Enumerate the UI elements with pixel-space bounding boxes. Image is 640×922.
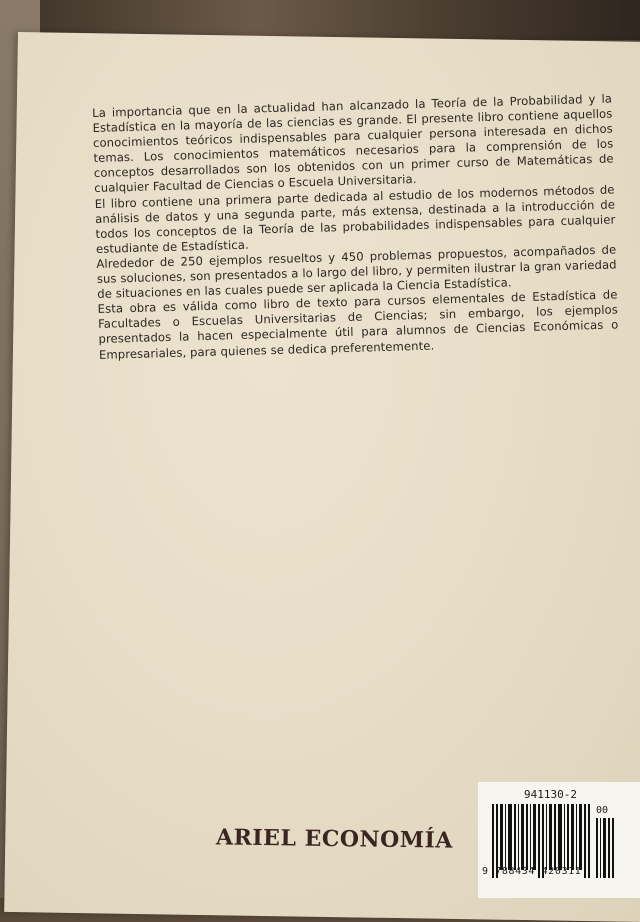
publisher-imprint: ARIEL ECONOMÍA bbox=[215, 824, 454, 854]
barcode-catalog-number: 941130-2 bbox=[524, 788, 577, 801]
barcode-addon-icon bbox=[596, 818, 616, 878]
barcode-addon-number: 00 bbox=[596, 805, 609, 816]
barcode-isbn-number: 9 788434 420311 bbox=[482, 866, 582, 877]
back-cover-blurb: La importancia que en la actualidad han alcanzado la Teoría de la Probabilidad y la Estadística en la mayoría de las ciencias es grande. El presente libro contiene aquellos conocimientos teóricos indispensables para cualquier persona interesada en dichos temas. Los conocimientos matemáticos necesarios para la comprensión de los conceptos desarrollados son los obtenidos con un primer curso de Matemáticas de cualquier Facultad de Ciencias o Escuela Universitaria. El libro contiene una primera parte dedicada al estudio de los modernos métodos de análisis de datos y una segunda parte, más extensa, destinada a la introducción de todos los conceptos de la Teoría de las probabilidades indispensables para cualquier estudiante de Estadística. Alrededor de 250 ejemplos resueltos y 450 problemas propuestos, acompañados de sus soluciones, son presentados a lo largo del libro, y permiten ilustrar la gran variedad de situaciones en las cuales puede ser aplicada la Ciencia Estadística. Esta obra es válida como libro de texto para cursos elementales de Estadística de Facultades o Escuelas Universitarias de Ciencias; sin embargo, los ejemplos presentados la hacen especialmente útil para alumnos de Ciencias Económicas o Empresariales, para quienes se dedica preferentemente. bbox=[92, 91, 619, 362]
